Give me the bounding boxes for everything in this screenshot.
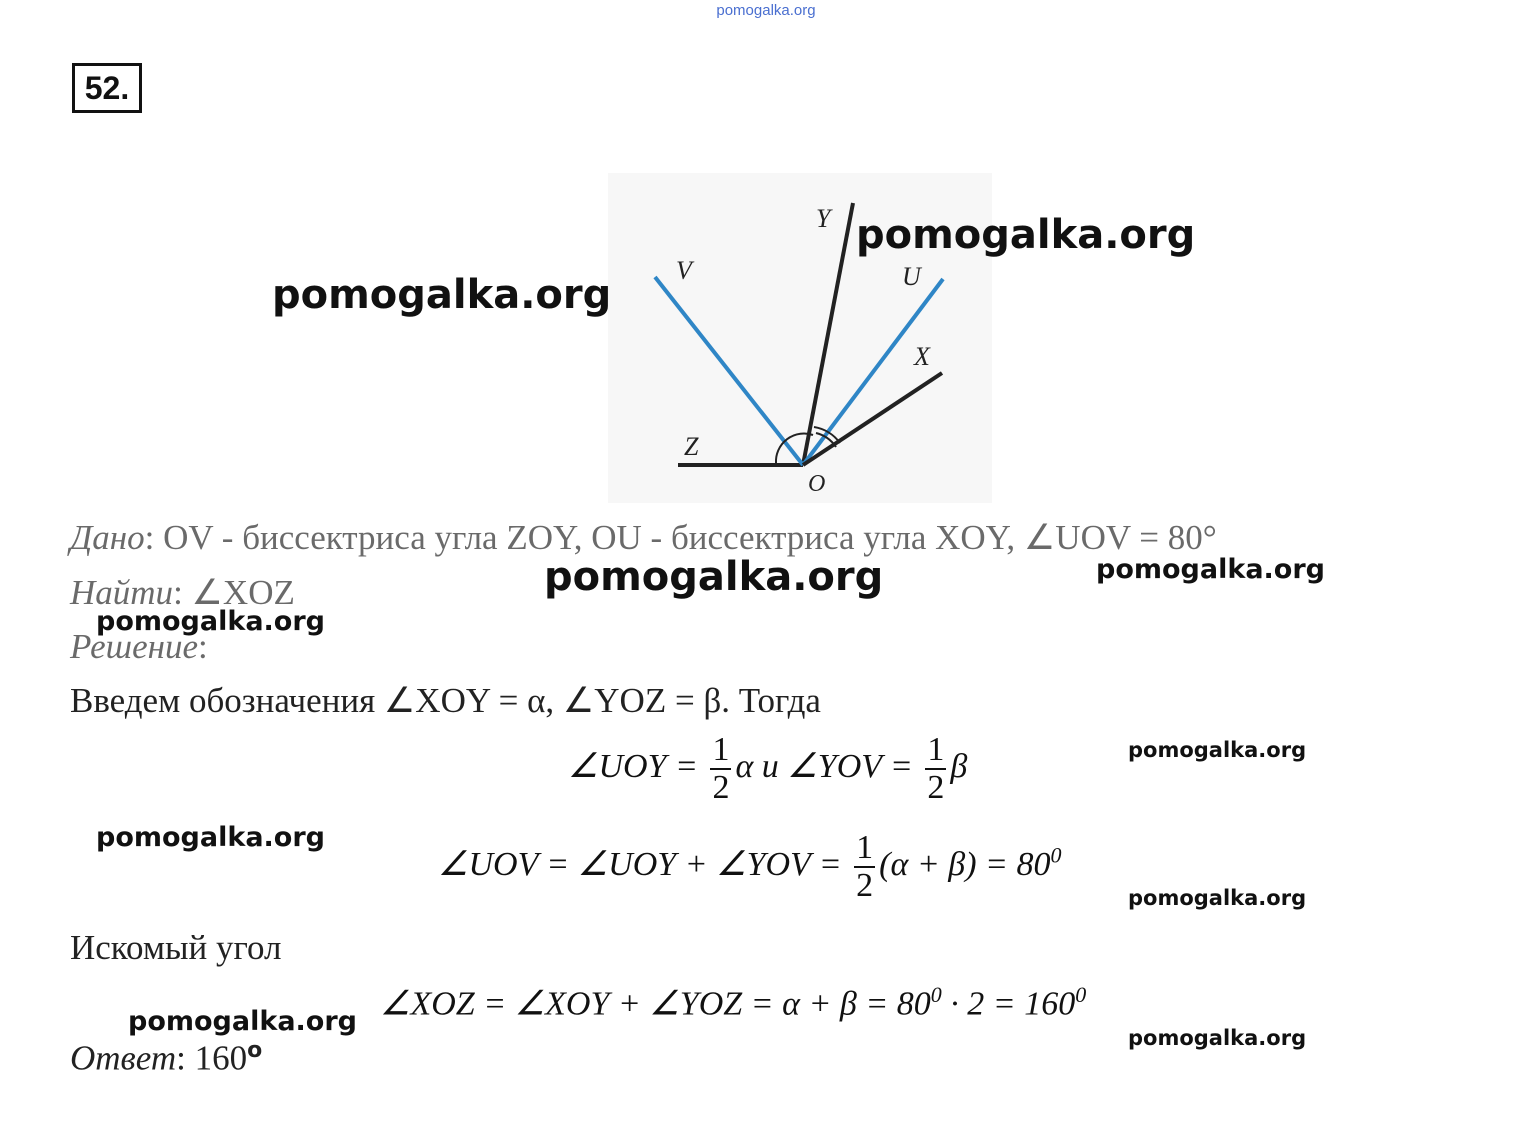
watermark: pomogalka.org xyxy=(856,212,1196,258)
intro-line: Введем обозначения ∠XOY = α, ∠YOZ = β. Тогда xyxy=(70,681,821,720)
answer-line xyxy=(70,1038,262,1079)
eq2-end: (α + β) = 80 xyxy=(879,845,1051,883)
ray-ox xyxy=(803,373,942,465)
find-line xyxy=(70,573,295,613)
watermark: pomogalka.org xyxy=(128,1006,357,1037)
find-label: Найти xyxy=(70,573,174,612)
fraction-half: $\frac{1}{2}$ xyxy=(712,731,730,806)
label-y: Y xyxy=(816,204,831,233)
answer-degree: o xyxy=(247,1038,263,1063)
eq3-degree-1: 0 xyxy=(930,982,942,1007)
fraction-half: $\frac{1}{2}$ xyxy=(856,829,874,904)
watermark: pomogalka.org xyxy=(1128,886,1307,910)
label-x: X xyxy=(914,342,930,371)
eq1-mid: α и ∠YOV = xyxy=(735,747,922,785)
given-line xyxy=(70,518,1217,558)
given-label: Дано xyxy=(70,518,145,557)
solution-line xyxy=(70,627,208,667)
watermark: pomogalka.org xyxy=(1128,738,1307,762)
answer-text: : 160 xyxy=(176,1038,248,1078)
label-u: U xyxy=(902,262,921,291)
watermark: pomogalka.org xyxy=(544,554,884,600)
equation-3 xyxy=(380,982,1086,1023)
equation-1 xyxy=(568,732,967,806)
find-text: : ∠XOZ xyxy=(173,573,295,612)
fraction-half: $\frac{1}{2}$ xyxy=(927,731,945,806)
watermark: pomogalka.org xyxy=(1128,1026,1307,1050)
ray-oy xyxy=(803,203,853,465)
watermark-top: pomogalka.org xyxy=(716,2,816,19)
eq3-text: ∠XOZ = ∠XOY + ∠YOZ = α + β = 80 xyxy=(380,985,931,1023)
watermark: pomogalka.org xyxy=(272,272,612,318)
watermark: pomogalka.org xyxy=(1096,554,1325,585)
eq1-end: β xyxy=(950,747,968,785)
watermark: pomogalka.org xyxy=(96,606,325,637)
problem-number: 52. xyxy=(72,63,142,113)
ray-ov xyxy=(655,277,803,465)
solution-label: Решение xyxy=(70,627,199,666)
eq3-mid: · 2 = 160 xyxy=(941,985,1076,1023)
label-v: V xyxy=(676,256,692,285)
sought-line: Искомый угол xyxy=(70,928,282,967)
watermark: pomogalka.org xyxy=(96,822,325,853)
label-o: O xyxy=(808,471,826,497)
eq2-degree: 0 xyxy=(1050,842,1062,868)
solution-text: : xyxy=(198,627,208,666)
eq2-left: ∠UOV = ∠UOY + ∠YOV = xyxy=(438,845,851,883)
equation-2 xyxy=(438,830,1061,904)
label-z: Z xyxy=(684,432,699,461)
eq3-degree-2: 0 xyxy=(1075,982,1087,1007)
answer-label: Ответ xyxy=(70,1038,177,1078)
eq1-left: ∠UOY = xyxy=(568,747,707,785)
given-text: : OV - биссектриса угла ZOY, OU - биссектриса угла XOY, ∠UOV = 80° xyxy=(144,518,1217,557)
